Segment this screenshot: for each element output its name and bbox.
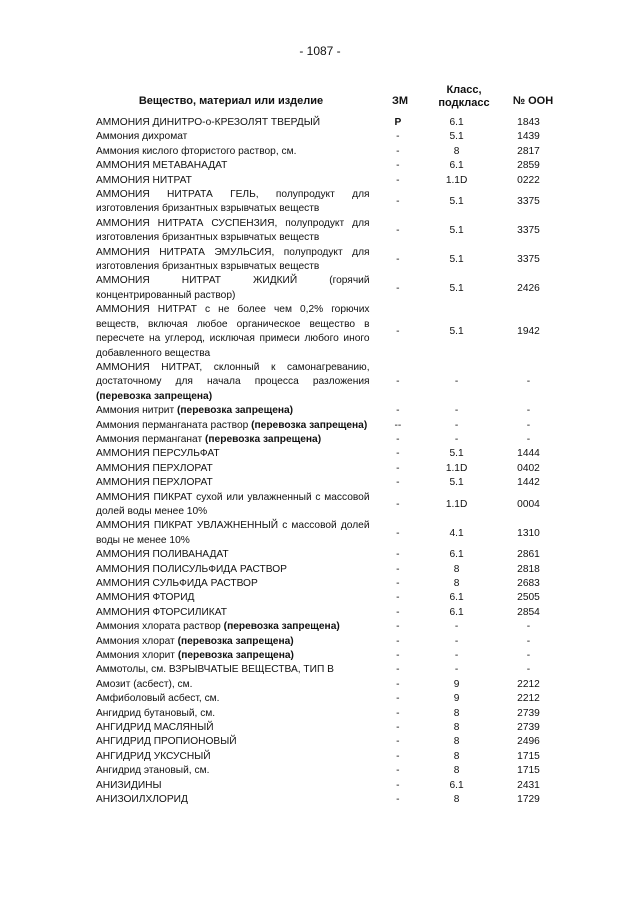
zm-cell: - (396, 433, 400, 445)
substance-name: Аммония дихромат (96, 131, 188, 143)
substance-name: АММОНИЯ ФТОРСИЛИКАТ (96, 606, 227, 618)
zm-cell: - (396, 750, 400, 762)
transport-note: (перевозка запрещена) (177, 635, 294, 647)
substance-cell (96, 735, 374, 749)
table-row (96, 491, 566, 520)
class-cell: 6.1 (449, 592, 464, 604)
table-row (96, 303, 566, 361)
un-number-cell: 1310 (517, 527, 540, 539)
substance-name: Аммония хлорат (96, 635, 175, 647)
table-row (96, 735, 566, 749)
substance-cell (96, 779, 374, 793)
substance-cell (96, 563, 374, 577)
substance-name: АММОНИЯ НИТРАТ (96, 174, 192, 186)
substance-cell (96, 303, 374, 361)
un-number-cell: 0004 (517, 498, 540, 510)
class-cell: 1.1D (445, 462, 468, 474)
un-number-cell: - (526, 664, 531, 676)
zm-cell: - (396, 174, 400, 186)
substance-name: АММОНИЯ ФТОРИД (96, 592, 195, 604)
substance-cell (96, 174, 374, 188)
substance-cell (96, 159, 374, 173)
un-number-cell: 2739 (517, 707, 540, 719)
substance-cell (96, 649, 374, 663)
un-number-cell: 0402 (517, 462, 540, 474)
substance-cell (96, 116, 374, 130)
un-number-cell: 2212 (517, 678, 540, 690)
header-un: № ООН (512, 95, 554, 107)
substance-name: АММОНИЯ НИТРАТА СУСПЕНЗИЯ, полупродукт для изготовления бризантных взрывчатых веществ (96, 217, 370, 244)
class-cell: 8 (453, 145, 460, 157)
table-row (96, 217, 566, 246)
header-class-line2: подкласс (438, 97, 490, 109)
zm-cell: - (396, 196, 400, 208)
substance-name: АММОНИЯ ПИКРАТ сухой или увлажненный с массовой долей воды менее 10% (96, 491, 370, 517)
table-row (96, 721, 566, 735)
un-number-cell: 2817 (517, 145, 540, 157)
un-number-cell: - (526, 376, 531, 388)
zm-cell: - (396, 794, 400, 806)
substance-cell (96, 707, 374, 721)
zm-cell: - (396, 253, 400, 265)
class-cell: 5.1 (449, 477, 464, 489)
substance-name: АНГИДРИД МАСЛЯНЫЙ (96, 722, 214, 734)
un-number-cell: 2739 (517, 722, 540, 734)
table-row (96, 130, 566, 144)
zm-cell: - (396, 736, 400, 748)
table-row (96, 750, 566, 764)
table-row (96, 635, 566, 649)
table-header (96, 84, 566, 114)
un-number-cell: 2212 (517, 693, 540, 705)
un-number-cell: 1442 (517, 477, 540, 489)
substance-name: Ангидрид бутановый, см. (96, 707, 216, 719)
table-row (96, 246, 566, 275)
un-number-cell: 1715 (517, 765, 540, 777)
class-cell: 6.1 (449, 160, 464, 172)
substance-name: АММОНИЯ ПОЛИВАНАДАТ (96, 549, 229, 561)
table-row (96, 476, 566, 490)
transport-note: (перевозка запрещена) (96, 390, 213, 402)
zm-cell: - (396, 650, 400, 662)
table-row (96, 404, 566, 418)
substance-cell (96, 361, 374, 404)
class-cell: 5.1 (449, 225, 464, 237)
un-number-cell: 0222 (517, 174, 540, 186)
header-class (430, 84, 498, 110)
class-cell: - (454, 664, 459, 676)
un-number-cell: - (526, 650, 531, 662)
transport-note: (перевозка запрещена) (176, 405, 294, 417)
table-row (96, 519, 566, 548)
un-number-cell: 2818 (517, 563, 540, 575)
substance-cell (96, 750, 374, 764)
header-class-line1: Класс, (446, 84, 482, 96)
substance-name: АНИЗИДИНЫ (96, 779, 162, 791)
substance-name: Аммония кислого фтористого раствор, см. (96, 145, 297, 157)
substance-cell (96, 519, 374, 548)
substance-name: АММОНИЯ ДИНИТРО-о-КРЕЗОЛЯТ ТВЕРДЫЙ (96, 117, 321, 128)
un-number-cell: 3375 (517, 225, 540, 237)
class-cell: 5.1 (449, 325, 464, 337)
substance-name: АММОНИЯ НИТРАТА ЭМУЛЬСИЯ, полупродукт для изготовления бризантных взрывчатых веществ (96, 246, 370, 273)
substance-cell (96, 793, 374, 807)
class-cell: - (454, 419, 459, 431)
class-cell: 5.1 (449, 196, 464, 208)
class-cell: 5.1 (449, 253, 464, 265)
substance-cell (96, 606, 374, 620)
class-cell: 6.1 (449, 779, 464, 791)
un-number-cell: 2683 (517, 578, 540, 589)
zm-cell: - (396, 549, 400, 561)
zm-cell: - (396, 592, 400, 604)
un-number-cell: 2859 (517, 160, 540, 172)
table-row (96, 606, 566, 620)
table-row (96, 649, 566, 663)
substance-cell (96, 476, 374, 490)
class-cell: 6.1 (449, 606, 464, 618)
zm-cell: - (396, 462, 400, 474)
zm-cell: - (396, 693, 400, 705)
zm-cell: -- (394, 419, 402, 431)
substance-name: АММОНИЯ ПЕРХЛОРАТ (96, 462, 213, 474)
class-cell: 8 (453, 794, 460, 806)
un-number-cell: 1729 (517, 794, 540, 806)
un-number-cell: 3375 (517, 196, 540, 208)
substance-cell (96, 188, 374, 217)
substance-name: Аммония нитрит (96, 405, 175, 417)
substance-name: АНГИДРИД ПРОПИОНОВЫЙ (96, 736, 237, 748)
un-number-cell: 1715 (517, 750, 540, 762)
un-number-cell: - (526, 419, 531, 431)
substance-name: АНГИДРИД УКСУСНЫЙ (96, 750, 211, 762)
zm-cell: - (396, 635, 400, 647)
table-row (96, 678, 566, 692)
zm-cell: - (396, 405, 400, 417)
table-row (96, 764, 566, 778)
zm-cell: - (396, 131, 400, 143)
substance-cell (96, 635, 374, 649)
class-cell: - (454, 433, 459, 445)
substance-name: АММОНИЯ НИТРАТА ГЕЛЬ, полупродукт для изготовления бризантных взрывчатых веществ (96, 189, 370, 215)
class-cell: 5.1 (449, 448, 464, 460)
header-substance: Вещество, материал или изделие (138, 95, 324, 107)
class-cell: - (454, 635, 459, 647)
class-cell: 6.1 (449, 549, 464, 561)
un-number-cell: 2431 (517, 779, 540, 791)
substance-cell (96, 548, 374, 562)
table-row (96, 447, 566, 461)
table-row (96, 548, 566, 562)
zm-cell: - (396, 160, 400, 172)
substance-cell (96, 404, 374, 418)
zm-cell: - (396, 621, 400, 633)
table-body (96, 116, 566, 808)
table-row (96, 188, 566, 217)
substance-name: АММОНИЯ СУЛЬФИДА РАСТВОР (96, 578, 258, 589)
table-row (96, 620, 566, 634)
class-cell: 1.1D (445, 498, 468, 510)
zm-cell: - (396, 779, 400, 791)
substance-cell (96, 433, 374, 447)
zm-cell: - (396, 477, 400, 489)
transport-note: (перевозка запрещена) (223, 621, 340, 633)
table-row (96, 692, 566, 706)
table-row (96, 707, 566, 721)
substance-cell (96, 764, 374, 778)
substance-cell (96, 130, 374, 144)
zm-cell: Р (394, 117, 402, 128)
class-cell: 5.1 (449, 131, 464, 143)
substance-cell (96, 721, 374, 735)
un-number-cell: - (526, 405, 531, 417)
substance-name: АММОНИЯ МЕТАВАНАДАТ (96, 160, 228, 172)
zm-cell: - (396, 563, 400, 575)
class-cell: 8 (453, 736, 460, 748)
table-row (96, 577, 566, 591)
transport-note: (перевозка запрещена) (251, 419, 368, 431)
substance-name: АММОНИЯ НИТРАТ, склонный к самонагреванию, достаточному для начала процесса разложения (96, 361, 370, 388)
un-number-cell: 2505 (517, 592, 540, 604)
zm-cell: - (396, 282, 400, 294)
table-row (96, 174, 566, 188)
un-number-cell: 1942 (517, 325, 540, 337)
table-row (96, 793, 566, 807)
substance-cell (96, 274, 374, 303)
transport-note: (перевозка запрещена) (205, 433, 322, 445)
substance-name: АММОНИЯ ПИКРАТ УВЛАЖНЕННЫЙ с массовой долей воды не менее 10% (96, 520, 370, 546)
substance-cell (96, 246, 374, 275)
un-number-cell: 1444 (517, 448, 540, 460)
class-cell: 8 (453, 707, 460, 719)
substance-cell (96, 663, 374, 677)
un-number-cell: 1843 (517, 117, 540, 128)
zm-cell: - (396, 145, 400, 157)
substance-cell (96, 620, 374, 634)
substance-name: АММОНИЯ ПЕРСУЛЬФАТ (96, 448, 220, 460)
zm-cell: - (396, 606, 400, 618)
zm-cell: - (396, 722, 400, 734)
class-cell: 9 (453, 693, 460, 705)
un-number-cell: 3375 (517, 253, 540, 265)
class-cell: 5.1 (449, 282, 464, 294)
un-number-cell: - (526, 635, 531, 647)
table-row (96, 563, 566, 577)
zm-cell: - (396, 678, 400, 690)
zm-cell: - (396, 225, 400, 237)
substance-cell (96, 462, 374, 476)
page-number: - 1087 - (299, 44, 341, 58)
header-zm: ЗМ (391, 95, 409, 107)
class-cell: 6.1 (449, 117, 464, 128)
table-row (96, 462, 566, 476)
table-row (96, 274, 566, 303)
substance-name: Аммония перманганат (96, 433, 203, 445)
substance-cell (96, 591, 374, 605)
table-row (96, 591, 566, 605)
substance-name: АНИЗОИЛХЛОРИД (96, 794, 188, 806)
substance-cell (96, 419, 374, 433)
zm-cell: - (396, 664, 400, 676)
substance-name: АММОНИЯ ПЕРХЛОРАТ (96, 477, 213, 489)
substance-name: Ангидрид этановый, см. (96, 765, 210, 777)
substance-name: Аммония хлората раствор (96, 621, 221, 633)
zm-cell: - (396, 707, 400, 719)
un-number-cell: 2426 (517, 282, 540, 294)
substance-cell (96, 447, 374, 461)
class-cell: 8 (453, 563, 460, 575)
table-row (96, 116, 566, 130)
class-cell: - (454, 405, 459, 417)
substance-name: Аммония хлорит (96, 650, 175, 662)
zm-cell: - (396, 498, 400, 510)
substance-cell (96, 577, 374, 591)
class-cell: 1.1D (445, 174, 468, 186)
substance-name: Аммотолы, см. ВЗРЫВЧАТЫЕ ВЕЩЕСТВА, ТИП В (96, 664, 334, 676)
substance-cell (96, 491, 374, 520)
class-cell: 9 (453, 678, 460, 690)
table-row (96, 159, 566, 173)
un-number-cell: - (526, 621, 531, 633)
class-cell: 8 (453, 578, 460, 589)
zm-cell: - (396, 376, 400, 388)
class-cell: - (454, 650, 459, 662)
substance-name: Амфиболовый асбест, см. (96, 693, 220, 705)
class-cell: 8 (453, 750, 460, 762)
table-row (96, 779, 566, 793)
zm-cell: - (396, 448, 400, 460)
substance-name: АММОНИЯ ПОЛИСУЛЬФИДА РАСТВОР (96, 563, 287, 575)
substances-table (96, 116, 566, 808)
substance-cell (96, 217, 374, 246)
substance-cell (96, 692, 374, 706)
class-cell: - (454, 376, 459, 388)
zm-cell: - (396, 527, 400, 539)
un-number-cell: - (526, 433, 531, 445)
transport-note: (перевозка запрещена) (177, 650, 294, 662)
zm-cell: - (396, 578, 400, 589)
class-cell: - (454, 621, 459, 633)
substance-cell (96, 678, 374, 692)
table-row (96, 663, 566, 677)
table-row (96, 145, 566, 159)
zm-cell: - (396, 765, 400, 777)
un-number-cell: 2496 (517, 736, 540, 748)
un-number-cell: 1439 (517, 131, 540, 143)
substance-name: АММОНИЯ НИТРАТ с не более чем 0,2% горючих веществ, включая любое органическое вещество в пересчете на углерод, исключая примеси любого иного добавленного вещества (96, 304, 370, 359)
un-number-cell: 2854 (517, 606, 540, 618)
zm-cell: - (396, 325, 400, 337)
un-number-cell: 2861 (517, 549, 540, 561)
substance-cell (96, 145, 374, 159)
table-row (96, 433, 566, 447)
class-cell: 8 (453, 765, 460, 777)
table-row (96, 419, 566, 433)
table-row (96, 361, 566, 404)
substance-name: Амозит (асбест), см. (96, 678, 193, 690)
class-cell: 8 (453, 722, 460, 734)
class-cell: 4.1 (449, 527, 464, 539)
substance-name: Аммония перманганата раствор (96, 419, 249, 431)
substance-name: АММОНИЯ НИТРАТ ЖИДКИЙ (горячий концентрированный раствор) (96, 275, 370, 301)
